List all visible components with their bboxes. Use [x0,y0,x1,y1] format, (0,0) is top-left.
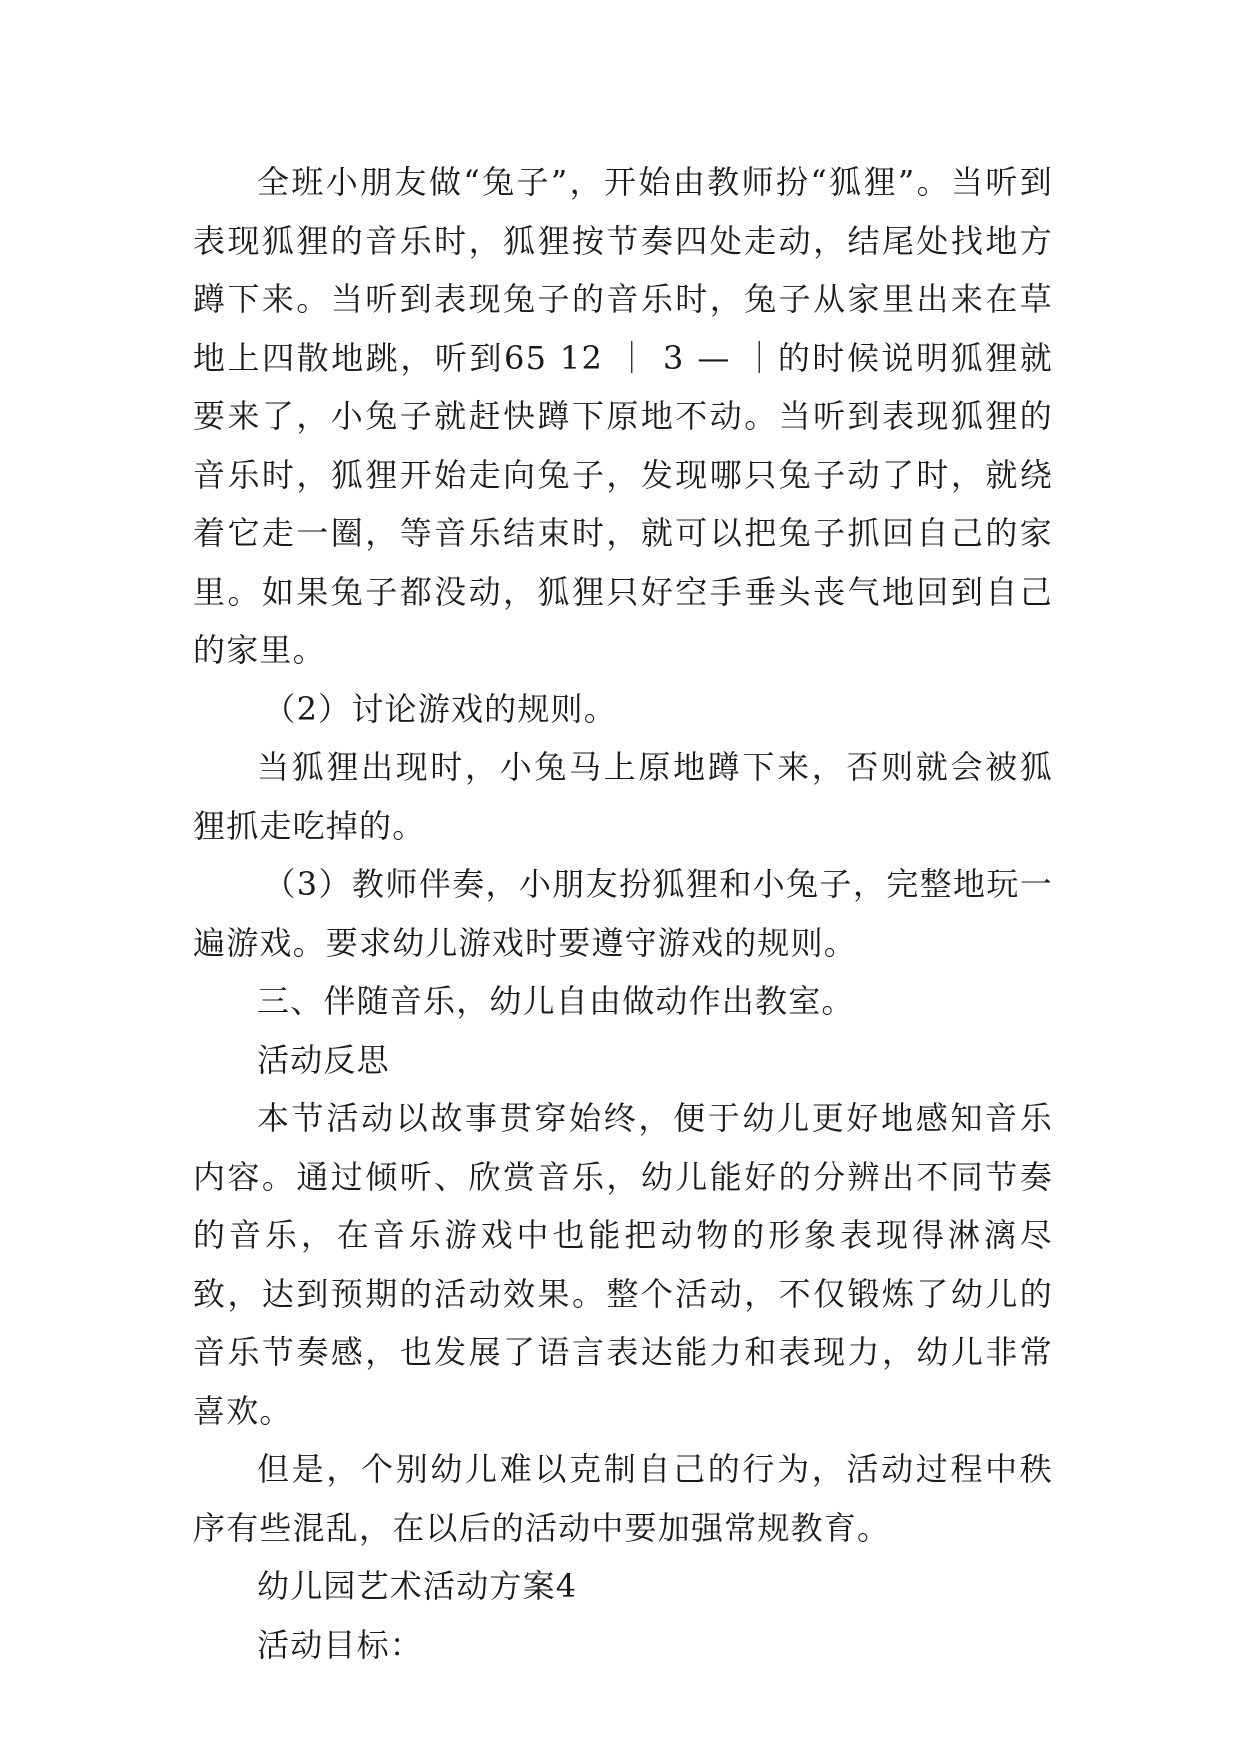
paragraph-step-three: 三、伴随音乐，幼儿自由做动作出教室。 [257,982,855,1020]
paragraph-rule-content: 当狐狸出现时，小兔马上原地蹲下来，否则就会被狐狸抓走吃掉的。 [193,748,1053,845]
heading-activity-reflection: 活动反思 [257,1040,390,1079]
heading-activity-goals: 活动目标： [257,1625,424,1664]
paragraph-game-description: 全班小朋友做“兔子”，开始由教师扮“狐狸”。当听到表现狐狸的音乐时，狐狸按节奏四处走动，结尾处找地方蹲下来。当听到表现兔子的音乐时，兔子从家里出来在草地上四散地跳，听到65 12 ｜ 3 — ｜的时候说明狐狸就要来了，小兔子就赶快蹲下原地不动。当听到表现狐狸的音乐时，狐狸开始走向兔子，发现哪只兔子动了时，就绕着它走一圈，等音乐结束时，就可以把兔子抓回自己的家里。如果兔子都没动，狐狸只好空手垂头丧气地回到自己的家里。 [193,163,1053,669]
paragraph-reflection: 本节活动以故事贯穿始终，便于幼儿更好地感知音乐内容。通过倾听、欣赏音乐，幼儿能好的分辨出不同节奏的音乐，在音乐游戏中也能把动物的形象表现得淋漓尽致，达到预期的活动效果。整个活动，不仅锻炼了幼儿的音乐节奏感，也发展了语言表达能力和表现力，幼儿非常喜欢。 [193,1099,1053,1430]
document-body [193,153,1053,1674]
heading-plan-4: 幼儿园艺术活动方案4 [257,1567,578,1605]
paragraph-reflection-issues: 但是，个别幼儿难以克制自己的行为，活动过程中秩序有些混乱，在以后的活动中要加强常规教育。 [193,1450,1053,1547]
paragraph-play-game: （3）教师伴奏，小朋友扮狐狸和小兔子，完整地玩一遍游戏。要求幼儿游戏时要遵守游戏的规则。 [193,865,1053,962]
paragraph-discuss-rules: （2）讨论游戏的规则。 [263,689,617,728]
